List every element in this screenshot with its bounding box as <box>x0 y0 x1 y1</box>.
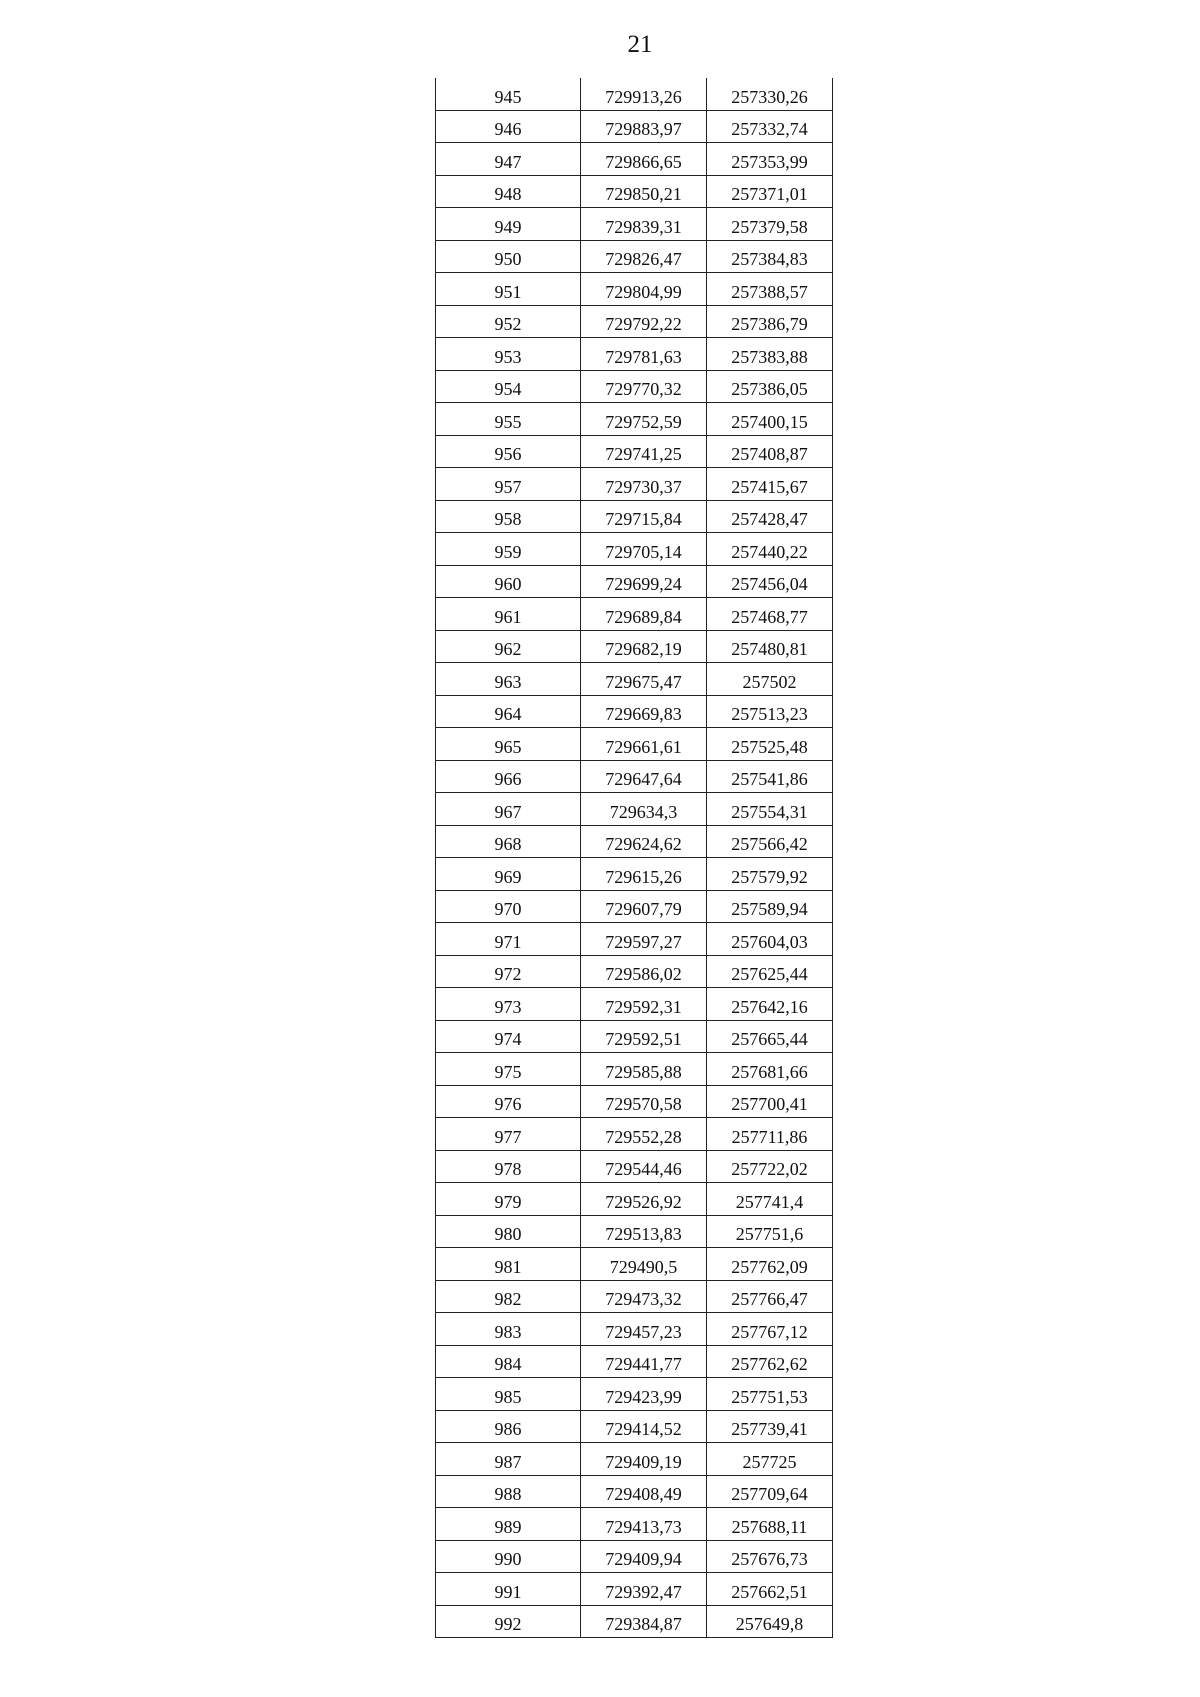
x-coordinate-cell: 729669,83 <box>581 695 707 728</box>
x-coordinate-cell: 729826,47 <box>581 240 707 273</box>
table-row <box>436 1378 833 1411</box>
table-row <box>436 1573 833 1606</box>
y-coordinate-cell: 257604,03 <box>707 923 833 956</box>
x-coordinate-cell: 729413,73 <box>581 1508 707 1541</box>
y-coordinate-cell: 257386,79 <box>707 305 833 338</box>
point-number-cell: 988 <box>436 1475 581 1508</box>
table-row <box>436 435 833 468</box>
point-number-cell: 986 <box>436 1410 581 1443</box>
y-coordinate-cell: 257722,02 <box>707 1150 833 1183</box>
x-coordinate-cell: 729526,92 <box>581 1183 707 1216</box>
table-row <box>436 1345 833 1378</box>
y-coordinate-cell: 257762,62 <box>707 1345 833 1378</box>
y-coordinate-cell: 257589,94 <box>707 890 833 923</box>
y-coordinate-cell: 257762,09 <box>707 1248 833 1281</box>
point-number-cell: 959 <box>436 533 581 566</box>
table-row <box>436 1248 833 1281</box>
y-coordinate-cell: 257700,41 <box>707 1085 833 1118</box>
y-coordinate-cell: 257676,73 <box>707 1540 833 1573</box>
point-number-cell: 989 <box>436 1508 581 1541</box>
y-coordinate-cell: 257642,16 <box>707 988 833 1021</box>
table-row <box>436 78 833 110</box>
x-coordinate-cell: 729792,22 <box>581 305 707 338</box>
x-coordinate-cell: 729592,51 <box>581 1020 707 1053</box>
table-row <box>436 143 833 176</box>
coordinates-table-body <box>436 78 833 1638</box>
y-coordinate-cell: 257415,67 <box>707 468 833 501</box>
table-row <box>436 1150 833 1183</box>
table-row <box>436 1443 833 1476</box>
point-number-cell: 950 <box>436 240 581 273</box>
point-number-cell: 948 <box>436 175 581 208</box>
x-coordinate-cell: 729804,99 <box>581 273 707 306</box>
y-coordinate-cell: 257751,6 <box>707 1215 833 1248</box>
x-coordinate-cell: 729597,27 <box>581 923 707 956</box>
x-coordinate-cell: 729715,84 <box>581 500 707 533</box>
x-coordinate-cell: 729752,59 <box>581 403 707 436</box>
x-coordinate-cell: 729392,47 <box>581 1573 707 1606</box>
y-coordinate-cell: 257554,31 <box>707 793 833 826</box>
point-number-cell: 987 <box>436 1443 581 1476</box>
table-row <box>436 565 833 598</box>
point-number-cell: 966 <box>436 760 581 793</box>
x-coordinate-cell: 729770,32 <box>581 370 707 403</box>
x-coordinate-cell: 729592,31 <box>581 988 707 1021</box>
x-coordinate-cell: 729585,88 <box>581 1053 707 1086</box>
y-coordinate-cell: 257456,04 <box>707 565 833 598</box>
y-coordinate-cell: 257384,83 <box>707 240 833 273</box>
x-coordinate-cell: 729839,31 <box>581 208 707 241</box>
y-coordinate-cell: 257751,53 <box>707 1378 833 1411</box>
y-coordinate-cell: 257709,64 <box>707 1475 833 1508</box>
point-number-cell: 976 <box>436 1085 581 1118</box>
point-number-cell: 949 <box>436 208 581 241</box>
point-number-cell: 947 <box>436 143 581 176</box>
y-coordinate-cell: 257428,47 <box>707 500 833 533</box>
x-coordinate-cell: 729615,26 <box>581 858 707 891</box>
table-row <box>436 500 833 533</box>
table-row <box>436 240 833 273</box>
table-row <box>436 598 833 631</box>
x-coordinate-cell: 729781,63 <box>581 338 707 371</box>
y-coordinate-cell: 257767,12 <box>707 1313 833 1346</box>
y-coordinate-cell: 257688,11 <box>707 1508 833 1541</box>
table-row <box>436 1183 833 1216</box>
y-coordinate-cell: 257408,87 <box>707 435 833 468</box>
table-row <box>436 988 833 1021</box>
table-row <box>436 1475 833 1508</box>
point-number-cell: 969 <box>436 858 581 891</box>
x-coordinate-cell: 729913,26 <box>581 78 707 110</box>
table-row <box>436 1085 833 1118</box>
x-coordinate-cell: 729624,62 <box>581 825 707 858</box>
point-number-cell: 962 <box>436 630 581 663</box>
table-row <box>436 858 833 891</box>
x-coordinate-cell: 729634,3 <box>581 793 707 826</box>
table-row <box>436 1508 833 1541</box>
x-coordinate-cell: 729866,65 <box>581 143 707 176</box>
x-coordinate-cell: 729490,5 <box>581 1248 707 1281</box>
x-coordinate-cell: 729544,46 <box>581 1150 707 1183</box>
y-coordinate-cell: 257330,26 <box>707 78 833 110</box>
y-coordinate-cell: 257711,86 <box>707 1118 833 1151</box>
x-coordinate-cell: 729513,83 <box>581 1215 707 1248</box>
point-number-cell: 958 <box>436 500 581 533</box>
page-number: 21 <box>627 31 653 58</box>
x-coordinate-cell: 729441,77 <box>581 1345 707 1378</box>
y-coordinate-cell: 257468,77 <box>707 598 833 631</box>
point-number-cell: 983 <box>436 1313 581 1346</box>
point-number-cell: 960 <box>436 565 581 598</box>
y-coordinate-cell: 257400,15 <box>707 403 833 436</box>
point-number-cell: 979 <box>436 1183 581 1216</box>
table-row <box>436 305 833 338</box>
x-coordinate-cell: 729699,24 <box>581 565 707 598</box>
table-row <box>436 468 833 501</box>
y-coordinate-cell: 257541,86 <box>707 760 833 793</box>
point-number-cell: 978 <box>436 1150 581 1183</box>
point-number-cell: 964 <box>436 695 581 728</box>
x-coordinate-cell: 729730,37 <box>581 468 707 501</box>
x-coordinate-cell: 729675,47 <box>581 663 707 696</box>
point-number-cell: 984 <box>436 1345 581 1378</box>
point-number-cell: 953 <box>436 338 581 371</box>
y-coordinate-cell: 257332,74 <box>707 110 833 143</box>
x-coordinate-cell: 729570,58 <box>581 1085 707 1118</box>
y-coordinate-cell: 257662,51 <box>707 1573 833 1606</box>
table-row <box>436 403 833 436</box>
table-row <box>436 695 833 728</box>
y-coordinate-cell: 257766,47 <box>707 1280 833 1313</box>
y-coordinate-cell: 257649,8 <box>707 1605 833 1638</box>
x-coordinate-cell: 729689,84 <box>581 598 707 631</box>
x-coordinate-cell: 729409,94 <box>581 1540 707 1573</box>
point-number-cell: 945 <box>436 78 581 110</box>
y-coordinate-cell: 257379,58 <box>707 208 833 241</box>
table-row <box>436 338 833 371</box>
x-coordinate-cell: 729883,97 <box>581 110 707 143</box>
y-coordinate-cell: 257353,99 <box>707 143 833 176</box>
table-row <box>436 923 833 956</box>
table-row <box>436 955 833 988</box>
table-row <box>436 825 833 858</box>
table-row <box>436 1020 833 1053</box>
y-coordinate-cell: 257388,57 <box>707 273 833 306</box>
point-number-cell: 954 <box>436 370 581 403</box>
y-coordinate-cell: 257480,81 <box>707 630 833 663</box>
point-number-cell: 967 <box>436 793 581 826</box>
table-row <box>436 630 833 663</box>
y-coordinate-cell: 257665,44 <box>707 1020 833 1053</box>
x-coordinate-cell: 729409,19 <box>581 1443 707 1476</box>
point-number-cell: 963 <box>436 663 581 696</box>
point-number-cell: 974 <box>436 1020 581 1053</box>
y-coordinate-cell: 257681,66 <box>707 1053 833 1086</box>
y-coordinate-cell: 257525,48 <box>707 728 833 761</box>
table-row <box>436 1215 833 1248</box>
table-row <box>436 110 833 143</box>
x-coordinate-cell: 729408,49 <box>581 1475 707 1508</box>
y-coordinate-cell: 257739,41 <box>707 1410 833 1443</box>
point-number-cell: 955 <box>436 403 581 436</box>
x-coordinate-cell: 729741,25 <box>581 435 707 468</box>
table-row <box>436 1280 833 1313</box>
x-coordinate-cell: 729647,64 <box>581 760 707 793</box>
x-coordinate-cell: 729473,32 <box>581 1280 707 1313</box>
x-coordinate-cell: 729586,02 <box>581 955 707 988</box>
coordinates-table <box>435 78 833 1638</box>
point-number-cell: 981 <box>436 1248 581 1281</box>
point-number-cell: 961 <box>436 598 581 631</box>
point-number-cell: 980 <box>436 1215 581 1248</box>
x-coordinate-cell: 729384,87 <box>581 1605 707 1638</box>
point-number-cell: 990 <box>436 1540 581 1573</box>
point-number-cell: 970 <box>436 890 581 923</box>
y-coordinate-cell: 257386,05 <box>707 370 833 403</box>
y-coordinate-cell: 257725 <box>707 1443 833 1476</box>
x-coordinate-cell: 729457,23 <box>581 1313 707 1346</box>
point-number-cell: 985 <box>436 1378 581 1411</box>
table-row <box>436 175 833 208</box>
point-number-cell: 975 <box>436 1053 581 1086</box>
table-row <box>436 663 833 696</box>
y-coordinate-cell: 257741,4 <box>707 1183 833 1216</box>
point-number-cell: 951 <box>436 273 581 306</box>
x-coordinate-cell: 729705,14 <box>581 533 707 566</box>
table-row <box>436 208 833 241</box>
table-row <box>436 533 833 566</box>
table-row <box>436 1410 833 1443</box>
table-row <box>436 728 833 761</box>
table-row <box>436 1118 833 1151</box>
point-number-cell: 957 <box>436 468 581 501</box>
point-number-cell: 982 <box>436 1280 581 1313</box>
table-row <box>436 1313 833 1346</box>
point-number-cell: 972 <box>436 955 581 988</box>
y-coordinate-cell: 257440,22 <box>707 533 833 566</box>
x-coordinate-cell: 729414,52 <box>581 1410 707 1443</box>
y-coordinate-cell: 257579,92 <box>707 858 833 891</box>
y-coordinate-cell: 257513,23 <box>707 695 833 728</box>
table-row <box>436 1053 833 1086</box>
y-coordinate-cell: 257371,01 <box>707 175 833 208</box>
point-number-cell: 977 <box>436 1118 581 1151</box>
point-number-cell: 973 <box>436 988 581 1021</box>
x-coordinate-cell: 729607,79 <box>581 890 707 923</box>
table-row <box>436 1605 833 1638</box>
point-number-cell: 965 <box>436 728 581 761</box>
x-coordinate-cell: 729682,19 <box>581 630 707 663</box>
y-coordinate-cell: 257625,44 <box>707 955 833 988</box>
point-number-cell: 952 <box>436 305 581 338</box>
point-number-cell: 946 <box>436 110 581 143</box>
y-coordinate-cell: 257383,88 <box>707 338 833 371</box>
point-number-cell: 956 <box>436 435 581 468</box>
point-number-cell: 992 <box>436 1605 581 1638</box>
point-number-cell: 968 <box>436 825 581 858</box>
x-coordinate-cell: 729661,61 <box>581 728 707 761</box>
table-row <box>436 273 833 306</box>
point-number-cell: 971 <box>436 923 581 956</box>
table-row <box>436 370 833 403</box>
x-coordinate-cell: 729552,28 <box>581 1118 707 1151</box>
x-coordinate-cell: 729850,21 <box>581 175 707 208</box>
table-row <box>436 1540 833 1573</box>
point-number-cell: 991 <box>436 1573 581 1606</box>
y-coordinate-cell: 257502 <box>707 663 833 696</box>
y-coordinate-cell: 257566,42 <box>707 825 833 858</box>
table-row <box>436 793 833 826</box>
table-row <box>436 890 833 923</box>
x-coordinate-cell: 729423,99 <box>581 1378 707 1411</box>
table-row <box>436 760 833 793</box>
